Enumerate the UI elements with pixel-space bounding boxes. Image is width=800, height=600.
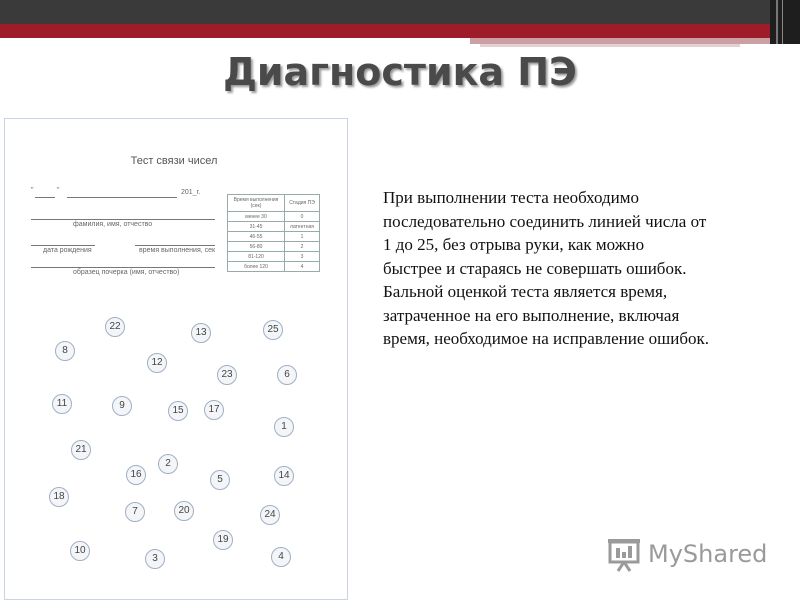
number-circle: 18: [49, 487, 69, 507]
sheet-title: Тест связи чисел: [130, 155, 218, 167]
table-cell: 4: [285, 262, 320, 272]
stage-table: [227, 194, 320, 272]
number-circle: 21: [71, 440, 91, 460]
number-circle: 2: [158, 454, 178, 474]
time-line: [135, 245, 215, 246]
number-circle: 3: [145, 549, 165, 569]
myshared-logo: [606, 536, 776, 572]
sample-label: образец почерка (имя, отчество): [73, 269, 180, 276]
table-cell: 2: [285, 242, 320, 252]
name-line: [31, 219, 215, 220]
number-circle: 4: [271, 547, 291, 567]
table-cell: латентная: [285, 222, 320, 232]
number-circle: 15: [168, 401, 188, 421]
number-circle: 16: [126, 465, 146, 485]
slide-title: Диагностика ПЭ: [223, 50, 577, 94]
date-month-line: [67, 197, 177, 198]
table-cell: 56-80: [228, 242, 285, 252]
number-circle: 6: [277, 365, 297, 385]
number-circle: 14: [274, 466, 294, 486]
table-cell: менее 30: [228, 212, 285, 222]
number-circle: 17: [204, 400, 224, 420]
number-circle: 20: [174, 501, 194, 521]
number-circle: 7: [125, 502, 145, 522]
birth-line: [31, 245, 95, 246]
time-label: время выполнения, сек: [139, 247, 216, 254]
table-cell: 81-120: [228, 252, 285, 262]
table-cell: 3: [285, 252, 320, 262]
instruction-text: При выполнении теста необходимо последовательно соединить линией числа от 1 до 25, без отрыва руки, как можно быстрее и стараясь не совершать ошибок. Бальной оценкой теста является время, затраченное на его выполнение, включая время, необходимое на исправление ошибок.: [383, 188, 710, 348]
top-red-bar: [0, 24, 800, 38]
test-sheet-image: [4, 118, 348, 600]
number-circle: 12: [147, 353, 167, 373]
table-cell: 0: [285, 212, 320, 222]
birth-label: дата рождения: [43, 247, 92, 254]
top-right-block: [770, 0, 800, 44]
number-circle: 25: [263, 320, 283, 340]
table-cell: 1: [285, 232, 320, 242]
vertical-line: [776, 0, 778, 44]
date-day-line: [35, 197, 55, 198]
top-accent-line: [480, 44, 740, 47]
number-circle: 11: [52, 394, 72, 414]
date-quote-left: ": [31, 187, 34, 194]
table-header: Время выполнения (сек): [228, 195, 285, 212]
name-label: фамилия, имя, отчество: [73, 221, 153, 228]
number-circle: 5: [210, 470, 230, 490]
number-circle: 10: [70, 541, 90, 561]
date-quote-right: ": [57, 187, 60, 194]
logo-text: MyShared: [648, 540, 768, 568]
sample-line: [31, 267, 215, 268]
number-circle: 13: [191, 323, 211, 343]
table-header: Стадия ПЭ: [285, 195, 320, 212]
number-circle: 1: [274, 417, 294, 437]
date-year: 201_г.: [181, 189, 201, 196]
table-cell: 31-45: [228, 222, 285, 232]
number-circle: 22: [105, 317, 125, 337]
number-circle: 9: [112, 396, 132, 416]
table-cell: более 120: [228, 262, 285, 272]
top-dark-bar: [0, 0, 800, 24]
table-cell: 46-55: [228, 232, 285, 242]
number-circle: 19: [213, 530, 233, 550]
presentation-board-icon: [606, 536, 646, 572]
vertical-line: [782, 0, 783, 44]
number-circle: 8: [55, 341, 75, 361]
number-circle: 24: [260, 505, 280, 525]
number-circle: 23: [217, 365, 237, 385]
